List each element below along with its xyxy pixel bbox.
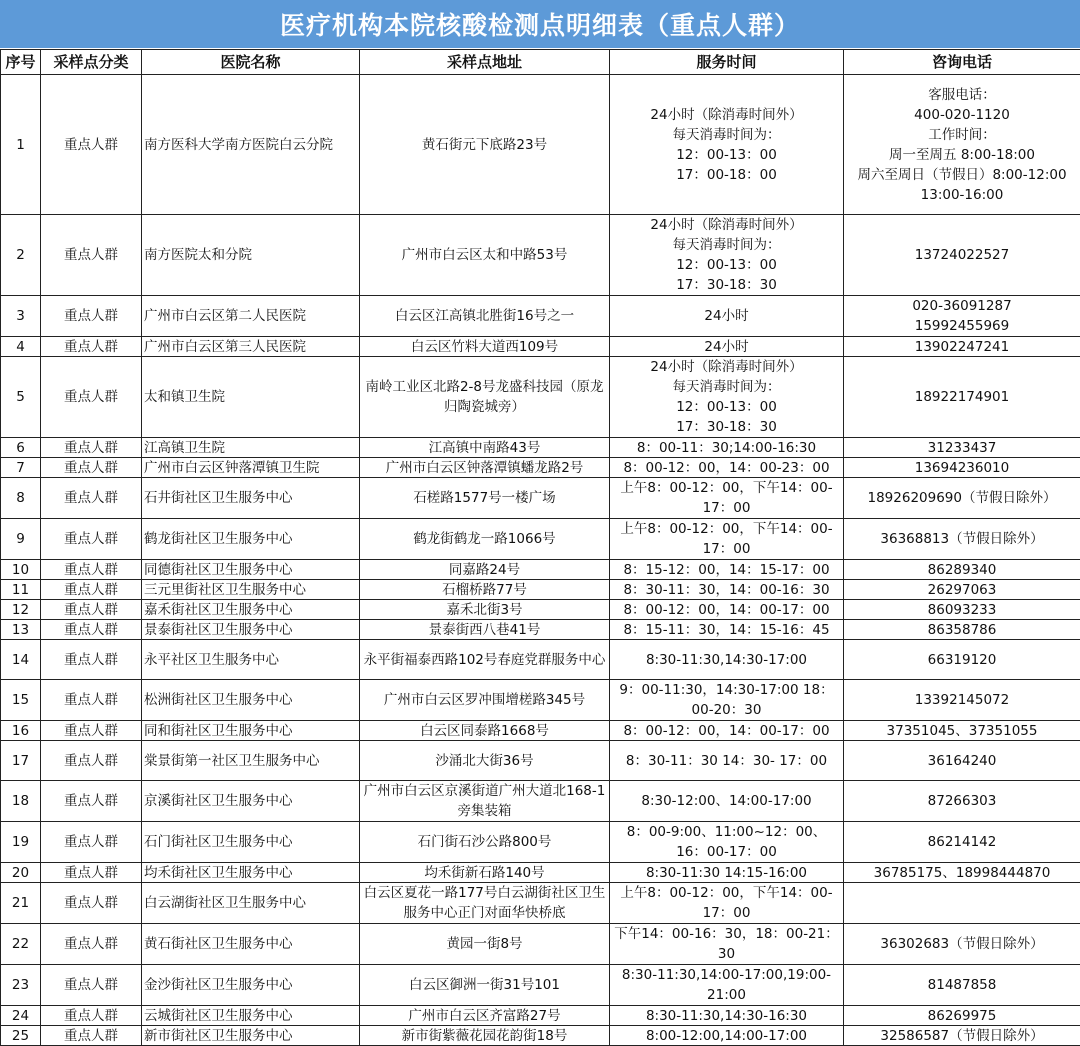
cell-category: 重点人群 <box>41 519 142 560</box>
cell-category: 重点人群 <box>41 296 142 337</box>
cell-hospital: 金沙街社区卫生服务中心 <box>142 965 360 1006</box>
cell-hours: 9：00-11:30，14:30-17:00 18：00-20：30 <box>610 680 844 721</box>
cell-hours: 8：15-12：00，14：15-17：00 <box>610 560 844 580</box>
cell-phone: 26297063 <box>844 580 1080 600</box>
cell-hospital: 江高镇卫生院 <box>142 438 360 458</box>
cell-category: 重点人群 <box>41 741 142 781</box>
cell-phone: 81487858 <box>844 965 1080 1006</box>
column-header: 序号 <box>1 50 41 75</box>
cell-hospital: 石门街社区卫生服务中心 <box>142 822 360 863</box>
table-row <box>1 600 1080 620</box>
cell-hospital: 广州市白云区钟落潭镇卫生院 <box>142 458 360 478</box>
cell-hours: 上午8：00-12：00，下午14：00-17：00 <box>610 478 844 519</box>
table-row <box>1 1026 1080 1046</box>
cell-number: 9 <box>1 519 41 560</box>
cell-phone: 13724022527 <box>844 215 1080 296</box>
cell-category: 重点人群 <box>41 1006 142 1026</box>
cell-phone: 13694236010 <box>844 458 1080 478</box>
cell-number: 15 <box>1 680 41 721</box>
cell-address: 石槎路1577号一楼广场 <box>360 478 610 519</box>
cell-address: 景泰街西八巷41号 <box>360 620 610 640</box>
cell-number: 17 <box>1 741 41 781</box>
cell-address: 永平街福泰西路102号春庭党群服务中心 <box>360 640 610 680</box>
cell-hours: 8:30-11:30,14:30-17:00 <box>610 640 844 680</box>
cell-phone: 18926209690（节假日除外） <box>844 478 1080 519</box>
cell-address: 白云区江高镇北胜街16号之一 <box>360 296 610 337</box>
cell-hospital: 永平社区卫生服务中心 <box>142 640 360 680</box>
cell-hospital: 云城街社区卫生服务中心 <box>142 1006 360 1026</box>
cell-hospital: 棠景街第一社区卫生服务中心 <box>142 741 360 781</box>
cell-hours: 8：00-11：30;14:00-16:30 <box>610 438 844 458</box>
cell-hospital: 广州市白云区第三人民医院 <box>142 337 360 357</box>
cell-category: 重点人群 <box>41 620 142 640</box>
cell-phone: 86214142 <box>844 822 1080 863</box>
cell-category: 重点人群 <box>41 478 142 519</box>
cell-address: 均禾街新石路140号 <box>360 863 610 883</box>
cell-category: 重点人群 <box>41 640 142 680</box>
cell-hospital: 太和镇卫生院 <box>142 357 360 438</box>
cell-number: 14 <box>1 640 41 680</box>
cell-address: 广州市白云区罗冲围增槎路345号 <box>360 680 610 721</box>
cell-address: 广州市白云区京溪街道广州大道北168-1旁集装箱 <box>360 781 610 822</box>
cell-number: 23 <box>1 965 41 1006</box>
table-row <box>1 965 1080 1006</box>
cell-hospital: 均禾街社区卫生服务中心 <box>142 863 360 883</box>
cell-address: 新市街紫薇花园花韵街18号 <box>360 1026 610 1046</box>
cell-address: 白云区夏花一路177号白云湖街社区卫生服务中心正门对面华快桥底 <box>360 883 610 924</box>
cell-hours: 8：00-9:00、11:00~12：00、16：00-17：00 <box>610 822 844 863</box>
cell-hospital: 松洲街社区卫生服务中心 <box>142 680 360 721</box>
cell-hours: 8：00-12：00，14：00-23：00 <box>610 458 844 478</box>
cell-category: 重点人群 <box>41 215 142 296</box>
column-header: 采样点地址 <box>360 50 610 75</box>
cell-phone: 87266303 <box>844 781 1080 822</box>
table-row <box>1 458 1080 478</box>
table-row <box>1 519 1080 560</box>
cell-category: 重点人群 <box>41 781 142 822</box>
table-row <box>1 741 1080 781</box>
cell-phone: 86269975 <box>844 1006 1080 1026</box>
cell-number: 5 <box>1 357 41 438</box>
cell-category: 重点人群 <box>41 822 142 863</box>
table-row <box>1 580 1080 600</box>
cell-phone: 13392145072 <box>844 680 1080 721</box>
cell-address: 嘉禾北街3号 <box>360 600 610 620</box>
cell-hours: 24小时 <box>610 296 844 337</box>
cell-phone: 020-36091287 15992455969 <box>844 296 1080 337</box>
table-row <box>1 75 1080 215</box>
cell-category: 重点人群 <box>41 924 142 965</box>
cell-phone: 36164240 <box>844 741 1080 781</box>
cell-phone: 31233437 <box>844 438 1080 458</box>
cell-category: 重点人群 <box>41 721 142 741</box>
cell-hospital: 黄石街社区卫生服务中心 <box>142 924 360 965</box>
cell-hospital: 同德街社区卫生服务中心 <box>142 560 360 580</box>
testing-sites-table <box>0 49 1080 1046</box>
table-row <box>1 822 1080 863</box>
cell-hospital: 景泰街社区卫生服务中心 <box>142 620 360 640</box>
cell-hours: 8:30-12:00、14:00-17:00 <box>610 781 844 822</box>
cell-hours: 8：00-12：00，14：00-17：00 <box>610 600 844 620</box>
cell-hours: 8:30-11:30 14:15-16:00 <box>610 863 844 883</box>
cell-hours: 24小时 <box>610 337 844 357</box>
cell-phone: 86289340 <box>844 560 1080 580</box>
cell-hours: 8：15-11：30，14：15-16：45 <box>610 620 844 640</box>
cell-category: 重点人群 <box>41 965 142 1006</box>
table-row <box>1 560 1080 580</box>
header-row <box>1 50 1080 75</box>
cell-category: 重点人群 <box>41 863 142 883</box>
cell-number: 7 <box>1 458 41 478</box>
cell-hours: 8：30-11：30，14：00-16：30 <box>610 580 844 600</box>
cell-number: 25 <box>1 1026 41 1046</box>
cell-hours: 24小时（除消毒时间外） 每天消毒时间为： 12：00-13：00 17：00-18：00 <box>610 75 844 215</box>
table-row <box>1 478 1080 519</box>
table-row <box>1 680 1080 721</box>
cell-number: 18 <box>1 781 41 822</box>
column-header: 采样点分类 <box>41 50 142 75</box>
cell-hospital: 南方医科大学南方医院白云分院 <box>142 75 360 215</box>
cell-hospital: 石井街社区卫生服务中心 <box>142 478 360 519</box>
cell-hospital: 京溪街社区卫生服务中心 <box>142 781 360 822</box>
table-row <box>1 640 1080 680</box>
cell-number: 20 <box>1 863 41 883</box>
cell-address: 石门街石沙公路800号 <box>360 822 610 863</box>
table-row <box>1 215 1080 296</box>
cell-phone: 86358786 <box>844 620 1080 640</box>
table-row <box>1 1006 1080 1026</box>
cell-category: 重点人群 <box>41 1026 142 1046</box>
cell-hours: 24小时（除消毒时间外） 每天消毒时间为： 12：00-13：00 17：30-18：30 <box>610 215 844 296</box>
cell-hours: 8:30-11:30,14:30-16:30 <box>610 1006 844 1026</box>
cell-address: 白云区竹料大道西109号 <box>360 337 610 357</box>
column-header: 咨询电话 <box>844 50 1080 75</box>
cell-phone: 37351045、37351055 <box>844 721 1080 741</box>
table-row <box>1 924 1080 965</box>
cell-number: 13 <box>1 620 41 640</box>
cell-phone: 18922174901 <box>844 357 1080 438</box>
page-title: 医疗机构本院核酸检测点明细表（重点人群） <box>0 0 1080 48</box>
cell-phone: 客服电话： 400-020-1120 工作时间： 周一至周五 8:00-18:00 周六至周日（节假日）8:00-12:00 13:00-16:00 <box>844 75 1080 215</box>
cell-phone: 36785175、18998444870 <box>844 863 1080 883</box>
table-body <box>1 75 1080 1046</box>
cell-category: 重点人群 <box>41 883 142 924</box>
cell-phone <box>844 883 1080 924</box>
cell-address: 广州市白云区齐富路27号 <box>360 1006 610 1026</box>
cell-phone: 32586587（节假日除外） <box>844 1026 1080 1046</box>
cell-hospital: 三元里街社区卫生服务中心 <box>142 580 360 600</box>
cell-hospital: 嘉禾街社区卫生服务中心 <box>142 600 360 620</box>
cell-number: 3 <box>1 296 41 337</box>
cell-hours: 上午8：00-12：00，下午14：00-17：00 <box>610 883 844 924</box>
cell-hours: 上午8：00-12：00，下午14：00-17：00 <box>610 519 844 560</box>
table-row <box>1 620 1080 640</box>
column-header: 医院名称 <box>142 50 360 75</box>
cell-number: 1 <box>1 75 41 215</box>
column-header: 服务时间 <box>610 50 844 75</box>
cell-number: 22 <box>1 924 41 965</box>
cell-address: 沙涌北大街36号 <box>360 741 610 781</box>
cell-address: 同嘉路24号 <box>360 560 610 580</box>
cell-hours: 8：00-12：00，14：00-17：00 <box>610 721 844 741</box>
cell-number: 21 <box>1 883 41 924</box>
cell-hours: 8：30-11：30 14：30- 17：00 <box>610 741 844 781</box>
cell-hospital: 广州市白云区第二人民医院 <box>142 296 360 337</box>
table-row <box>1 883 1080 924</box>
table-row <box>1 863 1080 883</box>
cell-phone: 36368813（节假日除外） <box>844 519 1080 560</box>
cell-address: 鹤龙街鹤龙一路1066号 <box>360 519 610 560</box>
cell-hours: 8:00-12:00,14:00-17:00 <box>610 1026 844 1046</box>
cell-category: 重点人群 <box>41 438 142 458</box>
cell-address: 白云区御洲一街31号101 <box>360 965 610 1006</box>
cell-address: 广州市白云区太和中路53号 <box>360 215 610 296</box>
table-row <box>1 296 1080 337</box>
cell-phone: 86093233 <box>844 600 1080 620</box>
cell-category: 重点人群 <box>41 560 142 580</box>
cell-hospital: 鹤龙街社区卫生服务中心 <box>142 519 360 560</box>
cell-number: 19 <box>1 822 41 863</box>
cell-category: 重点人群 <box>41 680 142 721</box>
cell-phone: 36302683（节假日除外） <box>844 924 1080 965</box>
cell-address: 石榴桥路77号 <box>360 580 610 600</box>
cell-category: 重点人群 <box>41 337 142 357</box>
cell-number: 16 <box>1 721 41 741</box>
cell-hospital: 新市街社区卫生服务中心 <box>142 1026 360 1046</box>
cell-phone: 13902247241 <box>844 337 1080 357</box>
table-row <box>1 357 1080 438</box>
cell-address: 黄园一街8号 <box>360 924 610 965</box>
cell-category: 重点人群 <box>41 357 142 438</box>
cell-hospital: 白云湖街社区卫生服务中心 <box>142 883 360 924</box>
cell-number: 2 <box>1 215 41 296</box>
cell-address: 南岭工业区北路2-8号龙盛科技园（原龙归陶瓷城旁） <box>360 357 610 438</box>
cell-hours: 24小时（除消毒时间外） 每天消毒时间为： 12：00-13：00 17：30-18：30 <box>610 357 844 438</box>
cell-hospital: 同和街社区卫生服务中心 <box>142 721 360 741</box>
cell-category: 重点人群 <box>41 75 142 215</box>
cell-hospital: 南方医院太和分院 <box>142 215 360 296</box>
table-row <box>1 337 1080 357</box>
cell-phone: 66319120 <box>844 640 1080 680</box>
cell-hours: 下午14：00-16：30，18：00-21：30 <box>610 924 844 965</box>
cell-number: 10 <box>1 560 41 580</box>
cell-address: 广州市白云区钟落潭镇蟠龙路2号 <box>360 458 610 478</box>
cell-category: 重点人群 <box>41 458 142 478</box>
table-row <box>1 781 1080 822</box>
cell-hours: 8:30-11:30,14:00-17:00,19:00-21:00 <box>610 965 844 1006</box>
table-row <box>1 721 1080 741</box>
cell-number: 12 <box>1 600 41 620</box>
cell-address: 白云区同泰路1668号 <box>360 721 610 741</box>
cell-address: 江高镇中南路43号 <box>360 438 610 458</box>
table-row <box>1 438 1080 458</box>
cell-address: 黄石街元下底路23号 <box>360 75 610 215</box>
cell-category: 重点人群 <box>41 600 142 620</box>
cell-number: 24 <box>1 1006 41 1026</box>
cell-number: 11 <box>1 580 41 600</box>
cell-number: 4 <box>1 337 41 357</box>
cell-number: 8 <box>1 478 41 519</box>
cell-number: 6 <box>1 438 41 458</box>
cell-category: 重点人群 <box>41 580 142 600</box>
